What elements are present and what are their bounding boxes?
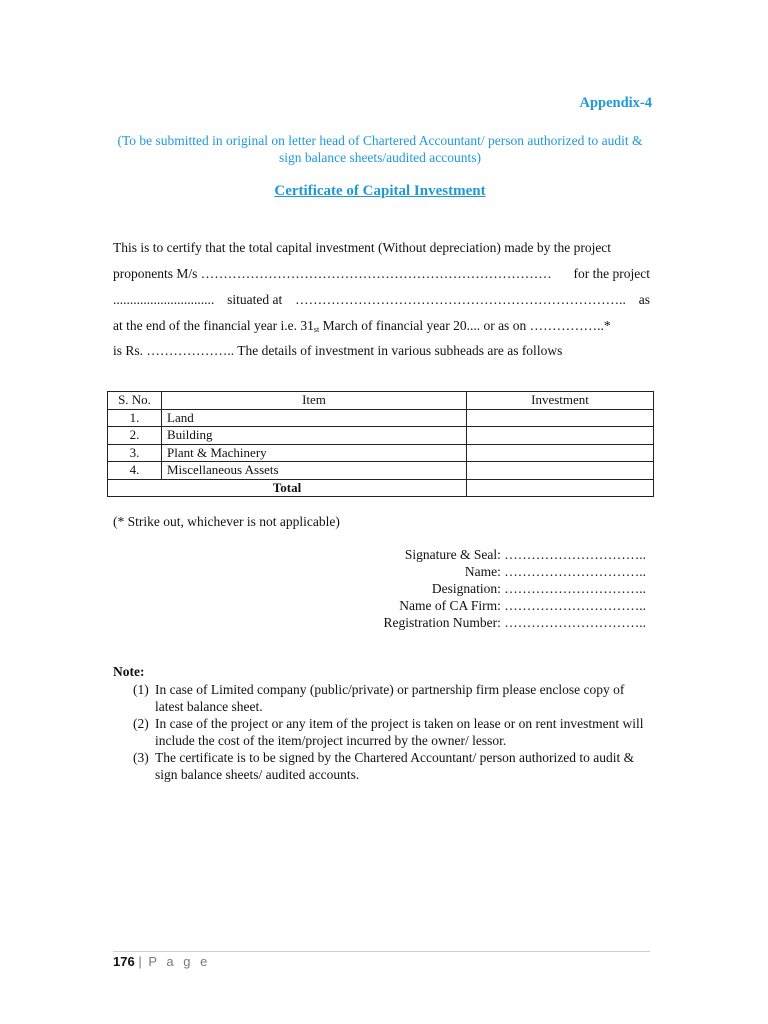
row-sno: 2. bbox=[108, 427, 162, 445]
certify-line-3 bbox=[113, 292, 650, 308]
name-line: Name: ………………………….. bbox=[464, 564, 646, 579]
table-row bbox=[108, 444, 654, 462]
for-project-text: for the project bbox=[573, 266, 650, 281]
document-title: Certificate of Capital Investment bbox=[274, 183, 486, 199]
row-investment bbox=[467, 427, 654, 445]
row-investment bbox=[467, 444, 654, 462]
proponents-field: proponents M/s …………………………………………………………………… bbox=[113, 266, 552, 281]
submission-instruction: (To be submitted in original on letter head of Chartered Accountant/ person authorized to audit & sign balance sheets/audited accounts) bbox=[117, 133, 643, 165]
header-investment: Investment bbox=[467, 392, 654, 410]
certify-line-4: at the end of the financial year i.e. $31_{st}$ March of financial year 20.... or as on ……………..* bbox=[113, 318, 611, 334]
table-total-row bbox=[108, 479, 654, 497]
table-row bbox=[108, 409, 654, 427]
total-investment bbox=[467, 479, 654, 497]
situated-at-text: situated at bbox=[227, 292, 283, 307]
row-investment bbox=[467, 409, 654, 427]
location-field: ……………………………………………………………….. bbox=[295, 292, 626, 307]
row-investment bbox=[467, 462, 654, 480]
header-item: Item bbox=[162, 392, 467, 410]
note-heading: Note: bbox=[113, 664, 145, 679]
row-sno: 1. bbox=[108, 409, 162, 427]
registration-number-line: Registration Number: ………………………….. bbox=[383, 615, 646, 630]
row-sno: 4. bbox=[108, 462, 162, 480]
page-number: 176 bbox=[113, 954, 135, 969]
note-item bbox=[133, 715, 653, 749]
page-footer bbox=[113, 954, 210, 969]
row-item: Land bbox=[162, 409, 467, 427]
header-sno: S. No. bbox=[108, 392, 162, 410]
certify-line-5: is Rs. ……………….. The details of investment in various subheads are as follows bbox=[113, 343, 563, 358]
certify-line-2 bbox=[113, 266, 650, 282]
note-item bbox=[133, 681, 653, 715]
note-number: (3) bbox=[133, 750, 149, 765]
row-item: Building bbox=[162, 427, 467, 445]
footer-separator: | bbox=[138, 954, 145, 969]
page-label: P a g e bbox=[148, 954, 211, 969]
footer-divider bbox=[113, 951, 650, 952]
note-item bbox=[133, 749, 653, 783]
strike-out-note: (* Strike out, whichever is not applicable) bbox=[113, 514, 340, 529]
note-text: In case of Limited company (public/private) or partnership firm please enclose copy of latest balance sheet. bbox=[155, 682, 625, 714]
appendix-label: Appendix-4 bbox=[579, 95, 652, 111]
note-number: (1) bbox=[133, 682, 149, 697]
signature-seal-line: Signature & Seal: ………………………….. bbox=[404, 547, 646, 562]
designation-line: Designation: ………………………….. bbox=[431, 581, 646, 596]
total-label: Total bbox=[108, 479, 467, 497]
table-header-row bbox=[108, 392, 654, 410]
row-sno: 3. bbox=[108, 444, 162, 462]
row-item: Miscellaneous Assets bbox=[162, 462, 467, 480]
as-text: as bbox=[638, 292, 650, 307]
table-row bbox=[108, 462, 654, 480]
project-name-field: .............................. bbox=[113, 292, 215, 307]
table-row bbox=[108, 427, 654, 445]
note-number: (2) bbox=[133, 716, 149, 731]
note-text: In case of the project or any item of the project is taken on lease or on rent investment will include the cost of the item/project incurred by the owner/ lessor. bbox=[155, 716, 644, 748]
ca-firm-line: Name of CA Firm: ………………………….. bbox=[399, 598, 646, 613]
investment-table bbox=[107, 391, 654, 497]
note-text: The certificate is to be signed by the Chartered Accountant/ person authorized to audit & sign balance sheets/ audited accounts. bbox=[155, 750, 635, 782]
row-item: Plant & Machinery bbox=[162, 444, 467, 462]
certify-line-1: This is to certify that the total capital investment (Without depreciation) made by the project bbox=[113, 240, 612, 255]
